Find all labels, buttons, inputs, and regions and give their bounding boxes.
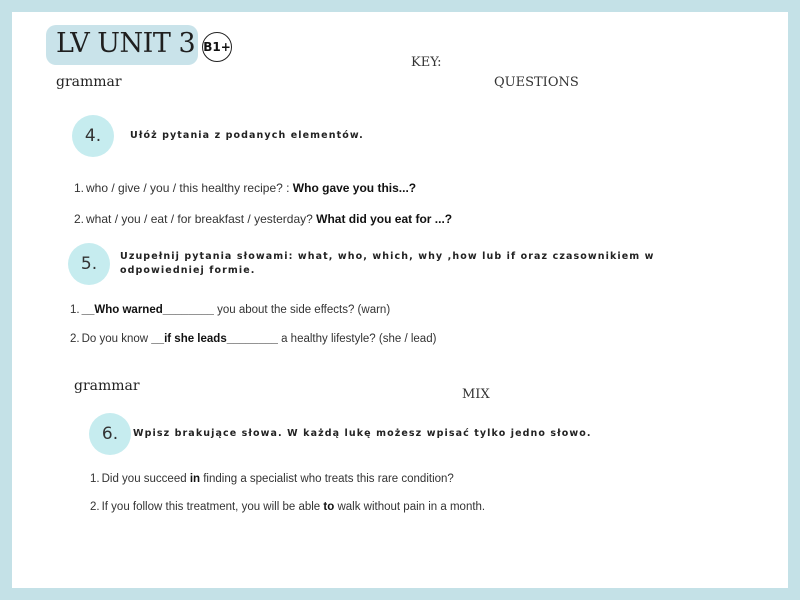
section-label-grammar: grammar <box>56 74 122 90</box>
exercise-4-number: 4. <box>72 115 114 157</box>
item-after: a healthy lifestyle? (she / lead) <box>277 333 437 345</box>
instruction-line-2: odpowiedniej formie. <box>120 265 256 276</box>
unit-title: LV UNIT 3 <box>56 28 196 59</box>
topic-mix: MIX <box>462 387 490 402</box>
item-number: 1. <box>70 304 80 316</box>
exercise-5-item-1 <box>70 304 390 316</box>
item-answer: to <box>323 501 335 513</box>
item-before: If you follow this treatment, you will be able <box>101 501 324 513</box>
item-answer: Who gave you this...? <box>292 181 417 195</box>
item-before: Do you know <box>81 333 152 345</box>
instruction-line-1: Uzupełnij pytania słowami: what, who, which, why ,how lub if oraz czasownikiem w <box>120 251 655 262</box>
item-after: finding a specialist who treats this rare condition? <box>200 473 454 485</box>
item-after: walk without pain in a month. <box>334 501 486 513</box>
exercise-6-item-2 <box>90 501 485 513</box>
item-after: you about the side effects? (warn) <box>213 304 391 316</box>
item-answer: What did you eat for ...? <box>316 212 453 226</box>
item-answer: __Who warned________ <box>81 304 214 316</box>
topic-questions: QUESTIONS <box>494 75 579 90</box>
item-prompt: who / give / you / this healthy recipe? : <box>86 181 293 195</box>
key-label: KEY: <box>411 55 442 70</box>
exercise-4-instruction: Ułóż pytania z podanych elementów. <box>130 130 364 141</box>
item-prompt: what / you / eat / for breakfast / yesterday? <box>86 212 317 226</box>
section-label-grammar-2: grammar <box>74 378 140 394</box>
exercise-4-item-1 <box>74 181 416 195</box>
exercise-6-instruction: Wpisz brakujące słowa. W każdą lukę możesz wpisać tylko jedno słowo. <box>133 428 592 439</box>
exercise-6-item-1 <box>90 473 454 485</box>
item-answer: __if she leads________ <box>151 333 278 345</box>
item-number: 1. <box>90 473 100 485</box>
exercise-5-instruction <box>120 250 655 278</box>
exercise-5-item-2 <box>70 333 436 345</box>
exercise-5-number: 5. <box>68 243 110 285</box>
item-number: 2. <box>90 501 100 513</box>
item-number: 1. <box>74 181 85 195</box>
item-before: Did you succeed <box>101 473 190 485</box>
exercise-4-item-2 <box>74 212 452 226</box>
item-number: 2. <box>74 212 85 226</box>
item-answer: in <box>189 473 201 485</box>
level-badge: B1+ <box>202 32 232 62</box>
worksheet-page <box>12 12 788 588</box>
exercise-6-number: 6. <box>89 413 131 455</box>
item-number: 2. <box>70 333 80 345</box>
